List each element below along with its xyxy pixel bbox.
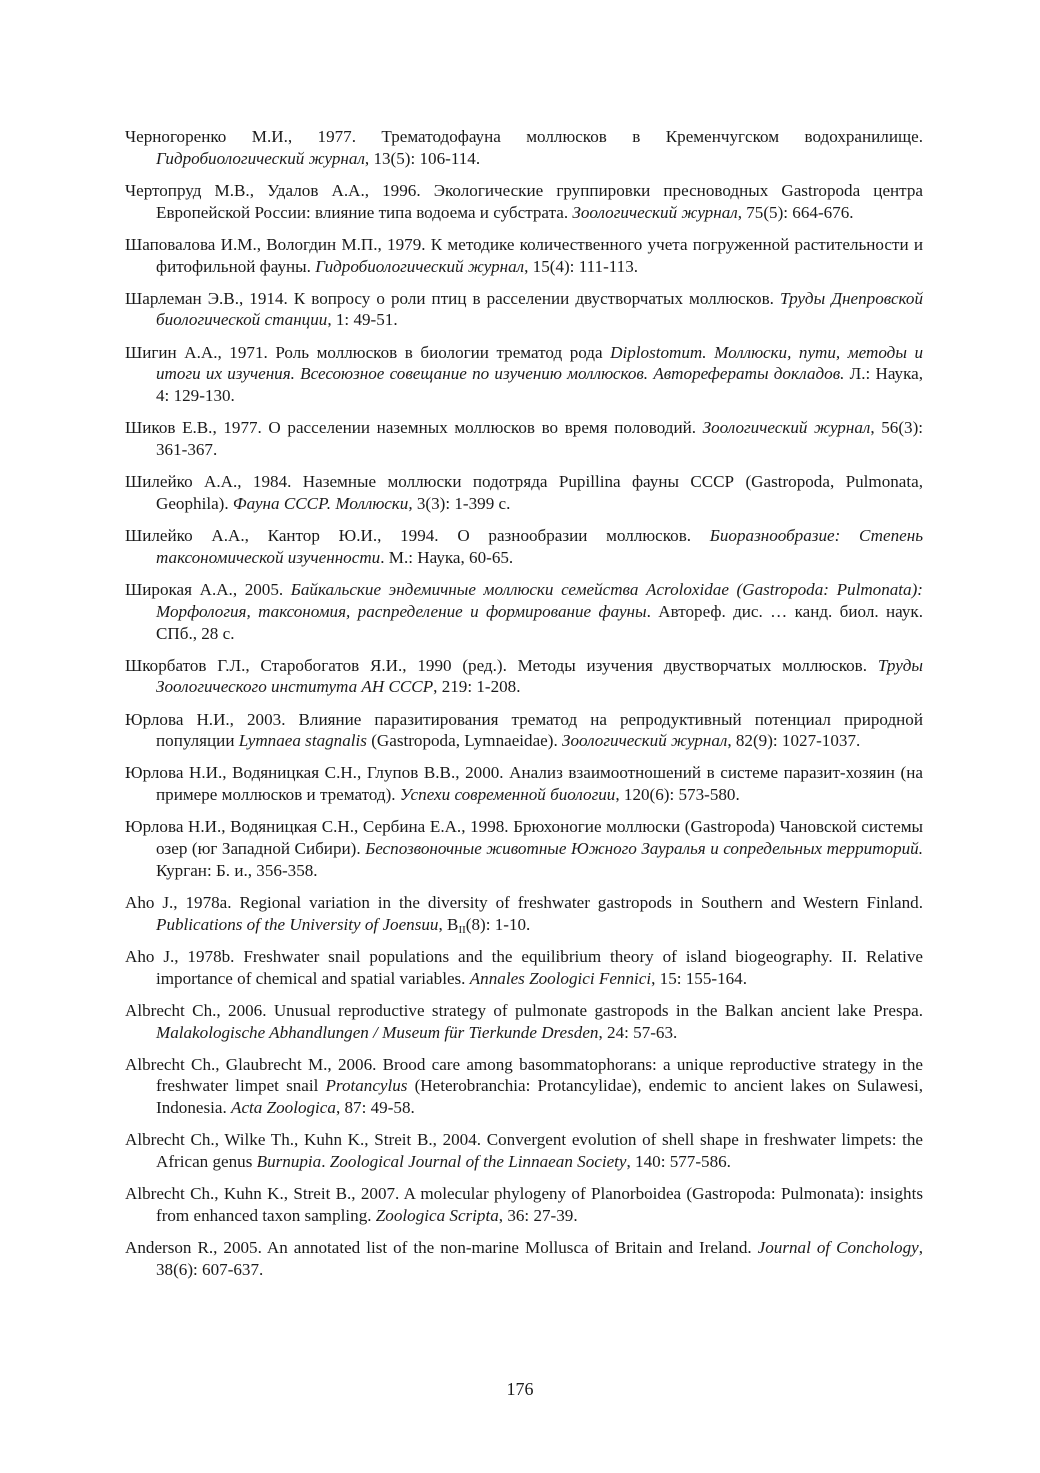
reference-entry [125,126,923,170]
reference-text: . [321,1152,330,1172]
reference-entry [125,946,923,990]
reference-italic-text: Гидробиологический журнал [156,148,365,168]
reference-entry [125,1129,923,1173]
reference-italic-text: Фауна СССР. Моллюски, [232,493,413,513]
reference-text: Aho J., 1978a. Regional variation in the diversity of freshwater gastropods in Southern and Western Finland. [125,892,923,912]
reference-text: , 87: 49-58. [335,1098,415,1118]
reference-text: . Автореф. дис. … канд. биол. наук. СПб., 28 с. [156,601,924,643]
reference-list [125,126,923,1291]
reference-italic-text: Зоологический журнал [562,731,728,751]
page-number: 176 [506,1379,534,1399]
reference-text: Anderson R., 2005. An annotated list of the non-marine Mollusca of Britain and Ireland. [125,1238,758,1258]
reference-entry [125,234,923,278]
reference-entry [125,471,923,515]
reference-italic-text: Успехи современной биологии [399,785,616,805]
reference-italic-text: Труды Днепровской биологической станции [156,288,923,330]
reference-text: , 75(5): 664-676. [737,202,854,222]
reference-entry [125,180,923,224]
reference-text: , 36: 27-39. [498,1206,578,1226]
reference-entry [125,288,923,332]
reference-text: 3(3): 1-399 с. [412,493,511,513]
reference-text: Шигин А.А., 1971. Роль моллюсков в биологии трематод рода [125,342,611,362]
reference-italic-text: Malakologische Abhandlungen / Museum für Tierkunde Dresden [156,1022,599,1042]
reference-entry [125,579,923,644]
reference-text: , 82(9): 1027-1037. [727,731,861,751]
reference-text: (Heterobranchia: Protancylidae), endemic to ancient lakes on Sulawesi, Indonesia. [156,1076,923,1118]
reference-entry [125,655,923,699]
reference-italic-text: Zoologica Scripta [375,1206,499,1226]
reference-text: Шарлеман Э.В., 1914. К вопросу о роли птиц в расселении двустворчатых моллюсков. [125,288,780,308]
reference-italic-text: Зоологический журнал [702,418,871,438]
reference-entry [125,709,923,753]
reference-text: Albrecht Ch., Wilke Th., Kuhn K., Streit B., 2004. Convergent evolution of shell shape in freshwater limpets: the African genus [125,1130,923,1172]
reference-italic-text: Protancylus [325,1076,408,1096]
reference-text: , 219: 1-208. [433,677,521,697]
reference-italic-text: Acta Zoologica [231,1098,336,1118]
reference-text: Шилейко А.А., 1984. Наземные моллюски подотряда Pupillina фауны СССР (Gastropoda, Pulmonata, Geophila). [125,472,923,513]
reference-text: Aho J., 1978b. Freshwater snail populations and the equilibrium theory of island biogeography. II. Relative importance of chemical and spatial variables. [125,946,923,988]
reference-text: , 120(6): 573-580. [615,785,740,805]
reference-text: Чертопруд М.В., Удалов А.А., 1996. Экологические группировки пресноводных Gastropoda центра Европейской России: влияние типа водоема и субстрата. [125,180,923,222]
reference-text: (8): 1-10. [465,914,531,934]
reference-italic-text: Zoological Journal of the Linnaean Society [329,1152,627,1172]
reference-text: Юрлова Н.И., Водяницкая С.Н., Глупов В.В., 2000. Анализ взаимоотношений в системе паразит-хозяин (на примере моллюсков и трематод). [125,763,923,805]
reference-italic-text: Зоологический журнал [572,202,738,222]
reference-italic-text: Publications of the University of Joensuu [156,914,439,934]
reference-text: Albrecht Ch., Glaubrecht M., 2006. Brood care among basommatophorans: a unique reproductive strategy in the freshwater limpet snail [125,1054,923,1096]
reference-text: Черногоренко М.И., 1977. Трематодофауна моллюсков в Кременчугском водохранилище. [125,127,923,146]
reference-text: Шаповалова И.М., Вологдин М.П., 1979. К методике количественного учета погруженной растительности и фитофильной фауны. [125,234,923,276]
reference-text: , 15(4): 111-113. [524,256,639,276]
reference-entry [125,1054,923,1119]
reference-text: Юрлова Н.И., Водяницкая С.Н., Сербина Е.А., 1998. Брюхоногие моллюски (Gastropoda) Чановской системы озер (юг Западной Сибири). [125,817,923,859]
reference-text: Шилейко А.А., Кантор Ю.И., 1994. О разнообразии моллюсков. [125,526,710,546]
reference-text: , 56(3): 361-367. [156,418,924,460]
reference-text: II [458,923,466,936]
reference-text: Юрлова Н.И., 2003. Влияние паразитирования трематод на репродуктивный потенциал природной популяции [125,709,923,751]
reference-text: Шкорбатов Г.Л., Старобогатов Я.И., 1990 (ред.). Методы изучения двустворчатых моллюсков. [125,655,878,675]
reference-italic-text: Annales Zoologici Fennici [469,968,652,988]
reference-text: . М.: Наука, 60-65. [380,547,514,567]
reference-italic-text: Lymnaea stagnalis [238,731,367,751]
reference-text: , 38(6): 607-637. [156,1238,923,1279]
reference-italic-text: Diplostomum. Моллюски, пути, методы и итоги их изучения. Всесоюзное совещание по изучению моллюсков. Авторефераты докладов. [156,342,924,384]
reference-italic-text: Беспозвоночные животные Южного Зауралья и сопредельных территорий. [365,839,923,859]
reference-italic-text: Байкальские эндемичные моллюски семейства Acroloxidae (Gastropoda: Pulmonata): Морфология, таксономия, распределение и формирование фауны [156,579,923,621]
reference-entry [125,525,923,569]
reference-entry [125,816,923,881]
reference-italic-text: Труды Зоологического института АН СССР [156,655,923,697]
reference-text: , B [438,914,459,934]
reference-entry [125,892,923,936]
reference-italic-text: Burnupia [256,1152,322,1172]
reference-text: Albrecht Ch., Kuhn K., Streit B., 2007. A molecular phylogeny of Planorboidea (Gastropoda: Pulmonata): insights from enhanced taxon sampling. [125,1184,923,1226]
reference-italic-text: Гидробиологический журнал [315,256,525,276]
reference-entry [125,417,923,461]
reference-text: (Gastropoda, Lymnaeidae). [366,731,563,751]
reference-text: Курган: Б. и., 356-358. [156,860,318,880]
reference-text: Шиков Е.В., 1977. О расселении наземных моллюсков во время половодий. [125,418,703,438]
reference-text: , 15: 155-164. [651,968,748,988]
reference-entry [125,762,923,806]
reference-entry [125,1237,923,1281]
reference-italic-text: Journal of Conchology [757,1238,919,1258]
reference-text: , 13(5): 106-114. [364,148,481,168]
reference-entry [125,342,923,407]
reference-text: Широкая А.А., 2005. [125,579,291,599]
reference-text: , 140: 577-586. [626,1152,731,1172]
reference-entry [125,1000,923,1044]
reference-text: Albrecht Ch., 2006. Unusual reproductive strategy of pulmonate gastropods in the Balkan ancient lake Prespa. [125,1000,923,1020]
reference-text: , 24: 57-63. [598,1022,678,1042]
reference-text: , 1: 49-51. [327,310,398,330]
reference-italic-text: Биоразнообразие: Степень таксономической изученности [156,526,923,567]
reference-text: Л.: Наука, 4: 129-130. [156,364,923,406]
reference-entry [125,1183,923,1227]
